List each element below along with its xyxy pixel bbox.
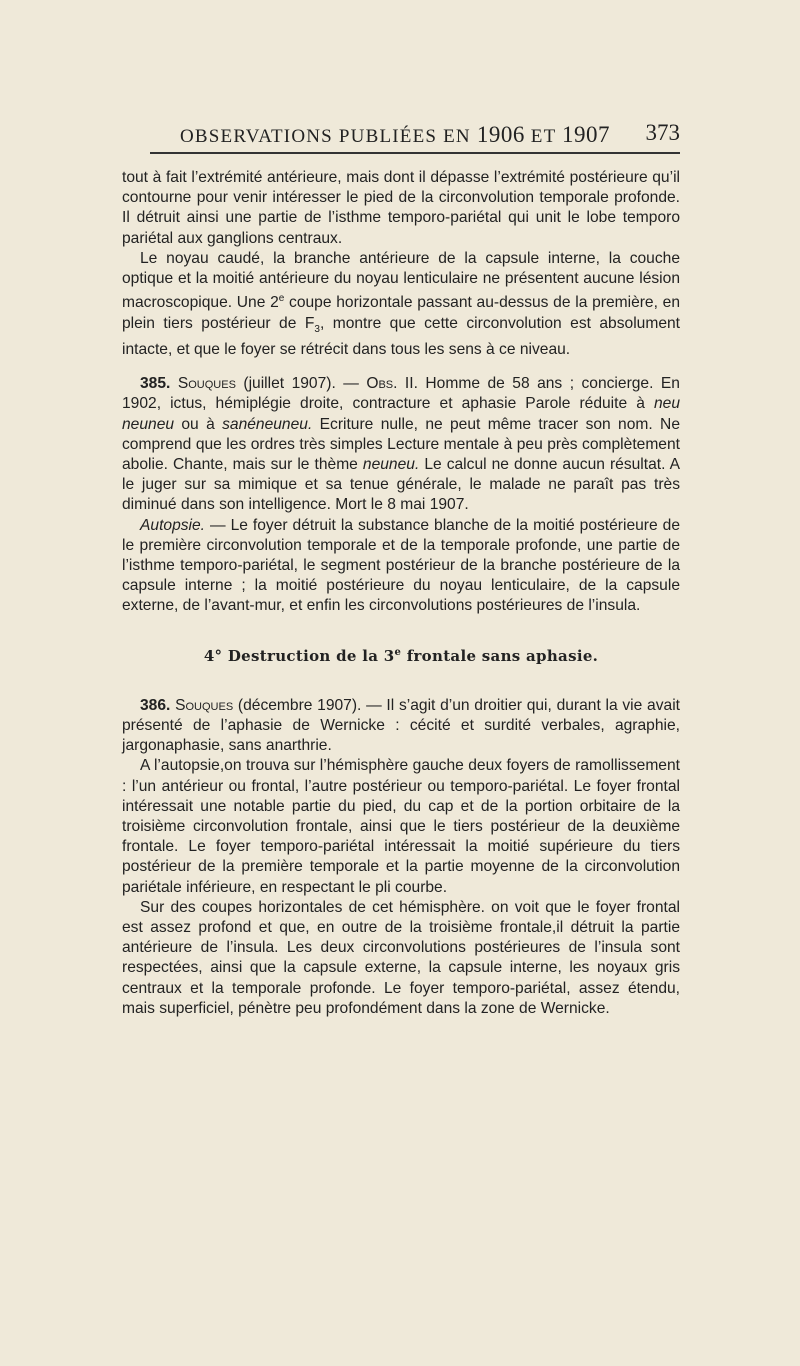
observation-number: 386. xyxy=(140,696,171,714)
page-number: 373 xyxy=(645,120,680,145)
spacer xyxy=(122,360,680,374)
text-span: Ecriture nulle, ne peut même tracer son nom. Ne comprend que les ordres très simples Lecture mentale à peu près complètement abolie. Chante, mais sur le thème xyxy=(122,415,680,473)
header-title-mid: ET xyxy=(524,126,562,147)
text-span: Le calcul ne donne aucun résultat. A le juger sur sa mimique et sa tenue générale, le malade ne paraît pas très diminué dans son intelligence. Mort le 8 mai 1907. xyxy=(122,455,681,514)
italic-word: neu neuneu xyxy=(122,395,680,433)
heading-text: 4° Destruction de la 3 xyxy=(203,646,395,665)
body-text xyxy=(122,168,680,1019)
paragraph-coupes: Sur des coupes horizontales de cet hémisphère. on voit que le foyer frontal est assez profond et que, en outre de la troisième frontale,il détruit la partie antérieure de l’insula. Les deux circonvolutions postérieures de l’insula sont respectées, ainsi que la capsule externe, la capsule interne, les noyaux gris centraux et la temporale profonde. Le foyer temporo-pariétal, assez étendu, mais superficiel, pénètre peu profondément dans la zone de Wernicke. xyxy=(122,898,680,1017)
header-title xyxy=(180,122,610,148)
header-year-1906: 1906 xyxy=(476,122,525,147)
running-header xyxy=(180,112,680,148)
italic-word: sanéneuneu. xyxy=(222,415,313,433)
italic-word: neuneu. xyxy=(362,455,420,473)
paragraph-noyau xyxy=(122,249,680,360)
observation-number: 385. xyxy=(140,375,171,393)
observation-386 xyxy=(122,696,680,757)
subscript: 3 xyxy=(314,323,320,335)
observation-385 xyxy=(122,374,680,515)
autopsy-label: Autopsie. xyxy=(140,516,206,534)
superscript: e xyxy=(278,293,285,305)
text-span: ou à xyxy=(174,415,223,433)
text-span: (décembre 1907). — Il s’agit d’un droitier qui, durant la vie avait présenté de l’aphasie de Wernicke : cécité et surdité verbales, agraphie, jargonaphasie, sans anarthrie. xyxy=(122,696,680,755)
paragraph-autopsie-386: A l’autopsie,on trouva sur l’hémisphère gauche deux foyers de ramollissement : l’un antérieur ou frontal, l’autre postérieur ou temporo-pariétal. Le foyer frontal intéressait une notable partie du pied, du cap et de la portion orbitaire de la troisième circonvolution frontale, ainsi que le tiers postérieur de la deuxième frontale. Le foyer temporo-pariétal intéressait la moitié supérieure du tiers postérieur de la première temporale et la partie moyenne de la circonvolution pariétale inférieure, en respectant le pli courbe. xyxy=(122,757,680,896)
heading-text: frontale sans aphasie. xyxy=(401,646,599,665)
text-span: — Le foyer détruit la substance blanche de la moitié postérieure de le première circonvolution temporale et de la temporale profonde, une partie de l’isthme temporo-pariétal, le segment postérieur de la branche postérieure de la capsule interne ; la moitié postérieure du noyau lenticulaire, de la capsule externe, de l’avant-mur, et enfin les circonvolutions postérieures de l’insula. xyxy=(122,516,680,615)
header-title-text: OBSERVATIONS PUBLIÉES EN xyxy=(180,126,477,147)
author-name: Souques xyxy=(175,696,234,714)
obs-label: Obs. xyxy=(366,375,398,393)
text-span: Le noyau caudé, la branche antérieure de la capsule interne, la couche optique et la moitié antérieure du noyau lenticulaire ne présentent aucune lésion macroscopique. Une 2 xyxy=(122,249,680,312)
text-span: II. Homme de 58 ans ; concierge. En 1902, ictus, hémiplégie droite, contracture et aphasie Parole réduite à xyxy=(122,375,680,413)
author-name: Souques xyxy=(177,375,236,393)
header-year-1907: 1907 xyxy=(561,122,610,147)
autopsy-paragraph xyxy=(122,516,680,617)
paragraph-continuation: tout à fait l’extrémité antérieure, mais dont il dépasse l’extrémité postérieure qu’il contourne pour venir intéresser le pied de la circonvolution temporale profonde. Il détruit ainsi une partie de l’isthme temporo-pariétal qui unit le lobe temporo pariétal aux ganglions centraux. xyxy=(122,169,680,247)
header-rule xyxy=(150,152,680,154)
section-heading xyxy=(122,643,680,666)
text-span: (juillet 1907). — xyxy=(235,375,367,393)
superscript: e xyxy=(394,646,402,658)
text-span: coupe horizontale passant au-dessus de la première, en plein tiers postérieur de F xyxy=(122,294,680,332)
text-span: , montre que cette circonvolution est absolument intacte, et que le foyer se rétrécit dans tous les sens à ce niveau. xyxy=(122,314,681,358)
